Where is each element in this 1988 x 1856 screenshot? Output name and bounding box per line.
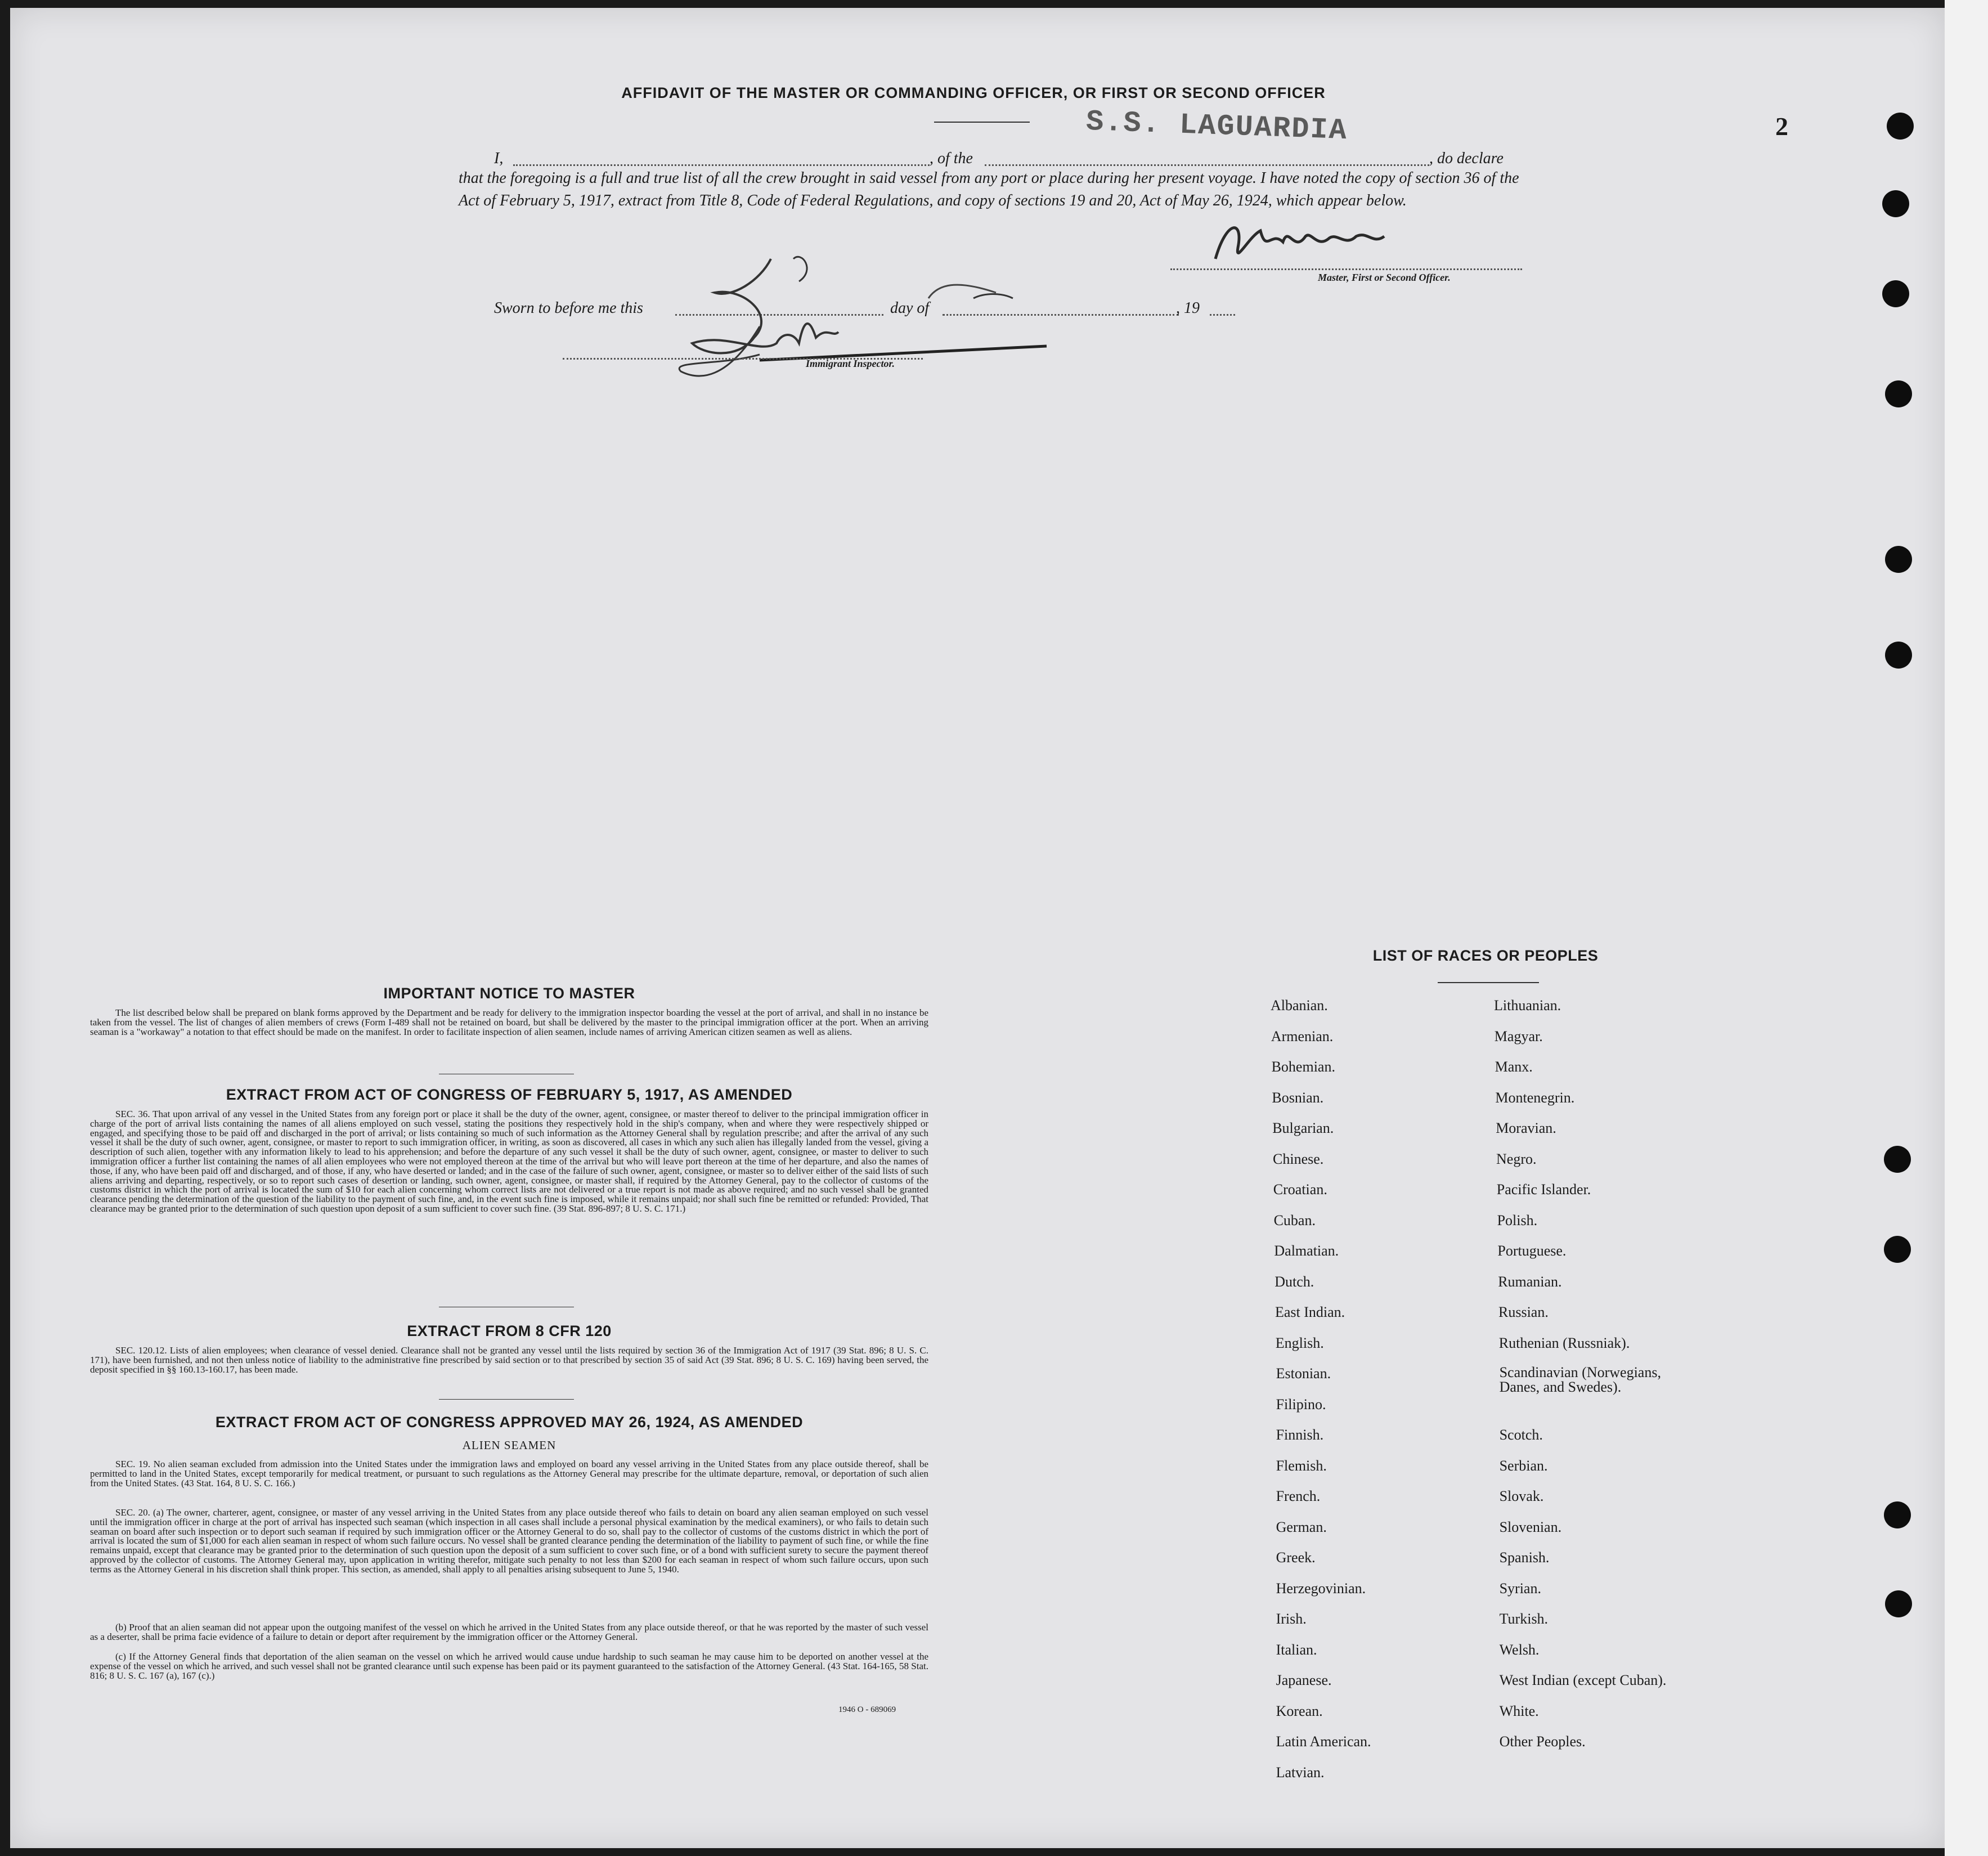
- race-item: Estonian.: [1276, 1365, 1331, 1382]
- race-item: Korean.: [1276, 1702, 1323, 1719]
- race-item: Japanese.: [1276, 1672, 1332, 1688]
- race-item: Polish.: [1497, 1212, 1538, 1229]
- race-item: Slovenian.: [1499, 1518, 1562, 1535]
- binder-hole: [1884, 1236, 1911, 1263]
- sec20a-body: SEC. 20. (a) The owner, charterer, agent, consignee, or master of any vessel arriving in the United States from any place outside thereof who fails to detain on board any alien seaman employed on such vessel until the immigration officer in charge at the port of arrival has inspected such seaman (which inspection in all cases shall include a personal physical examination by the medical examiners), or who fails to detain such seaman on board after such inspection or to deport such seaman if required by such immigration officer or the Attorney General to do so, shall pay to the collector of customs of the customs district in which the port of arrival is located the sum of $1,000 for each alien seaman in respect of whom such failure occurs. No vessel shall be granted clearance pending the determination of the liability to payment of such fine, or while the fine remains unpaid, except that clearance may be granted prior to the determination of such question upon the deposit of a sum sufficient to cover such fine, or of a bond with sufficient surety to secure the payment thereof approved by the collector of customs. The Attorney General may, upon application in writing therefor, mitigate such penalty to not less than $200 for each seaman in respect of whom such failure occurs, upon such terms as the Attorney General in his discretion shall think proper. This section, as amended, shall apply to all penalties arising subsequent to June 5, 1940.: [90, 1507, 928, 1575]
- race-item: Scotch.: [1499, 1427, 1543, 1443]
- race-item: Bosnian.: [1272, 1089, 1324, 1106]
- inspector-caption: Immigrant Inspector.: [806, 358, 895, 369]
- race-item: Irish.: [1276, 1611, 1307, 1627]
- page-number-mark: 2: [1775, 112, 1788, 141]
- race-item: Welsh.: [1499, 1641, 1540, 1658]
- race-item: Finnish.: [1276, 1427, 1324, 1443]
- race-item: Latvian.: [1276, 1764, 1325, 1781]
- race-item: Scandinavian (Norwegians, Danes, and Swedes).: [1499, 1364, 1661, 1395]
- year-blank: [1210, 314, 1235, 316]
- races-title-rule: [1438, 982, 1539, 983]
- race-item: Chinese.: [1273, 1150, 1324, 1167]
- print-code: 1946 O - 689069: [838, 1705, 896, 1714]
- race-item: Bulgarian.: [1272, 1120, 1334, 1136]
- master-signature: [1204, 214, 1429, 276]
- cfr-body: SEC. 120.12. Lists of alien employees; when clearance of vessel denied. Clearance shall not be granted any vessel until the lists required by section 36 of the Immigration Act of 1917 (39 Stat. 896; 8 U. S. C. 171), have been furnished, and not then unless notice of liability to the administrative fine prescribed by said section or to that prescribed by section 35 of said Act (39 Stat. 896; 8 U. S. C. 169) having been served, the deposit specified in §§ 160.13-160.17, has been made.: [90, 1345, 928, 1375]
- binder-hole: [1882, 190, 1909, 217]
- race-item: East Indian.: [1275, 1304, 1345, 1320]
- race-item: Bohemian.: [1271, 1059, 1335, 1075]
- race-item: Croatian.: [1273, 1181, 1327, 1198]
- cfr-title: EXTRACT FROM 8 CFR 120: [407, 1322, 612, 1339]
- race-item: Lithuanian.: [1494, 997, 1561, 1014]
- race-item: Dalmatian.: [1274, 1243, 1339, 1259]
- binder-hole: [1885, 1590, 1912, 1617]
- race-item: Albanian.: [1271, 997, 1328, 1014]
- name-blank: [513, 164, 930, 166]
- race-item: Portuguese.: [1497, 1243, 1567, 1259]
- binder-hole: [1887, 113, 1914, 140]
- race-item: Manx.: [1495, 1059, 1533, 1075]
- vessel-stamp: S.S. LAGUARDIA: [1085, 105, 1348, 148]
- declaration-i: I,: [494, 150, 504, 167]
- race-item: Ruthenian (Russniak).: [1498, 1334, 1630, 1351]
- binder-hole: [1885, 380, 1912, 407]
- sec19-body: SEC. 19. No alien seaman excluded from admission into the United States under the immigration laws and employed on board any vessel arriving in the United States from any place outside thereof, shall be permitted to land in the United States, except temporarily for medical treatment, or pursuant to such regulations as the Attorney General may prescribe for the ultimate departure, removal, or deportation of such alien from the United States. (43 Stat. 164, 8 U. S. C. 166.): [90, 1459, 928, 1489]
- race-item: Moravian.: [1496, 1120, 1556, 1136]
- affidavit-title: AFFIDAVIT OF THE MASTER OR COMMANDING OFFICER, OR FIRST OR SECOND OFFICER: [621, 84, 1326, 101]
- scan-margin: [1945, 0, 1988, 1856]
- title-rule: [934, 122, 1030, 123]
- races-title: LIST OF RACES OR PEOPLES: [1372, 947, 1599, 964]
- declaration-of-the: , of the: [930, 150, 973, 167]
- extract-1924-subtitle: ALIEN SEAMEN: [462, 1438, 557, 1452]
- inspector-signature: [647, 248, 1052, 394]
- race-item: Slovak.: [1499, 1488, 1544, 1504]
- race-item: Italian.: [1276, 1641, 1317, 1658]
- race-item: Herzegovinian.: [1276, 1580, 1366, 1597]
- race-item: Syrian.: [1499, 1580, 1541, 1597]
- notice-body: The list described below shall be prepared on blank forms approved by the Department and be ready for delivery to the immigration inspector boarding the vessel at the port of arrival, and shall in no instance be taken from the vessel. The list of changes of alien members of crews (Form I-489 shall not be retained on board, but shall be delivered by the master to the principal immigration officer at the port. When an arriving seaman is a "workaway" a notation to that effect should be made on the manifest. In order to facilitate inspection of alien seamen, include names of arriving American citizen seamen as well as aliens.: [90, 1007, 928, 1037]
- race-item: Latin American.: [1276, 1733, 1371, 1750]
- master-caption: Master, First or Second Officer.: [1318, 272, 1451, 283]
- race-item: Pacific Islander.: [1496, 1181, 1591, 1198]
- sworn-text: Sworn to before me this: [494, 299, 643, 317]
- master-signature-line: [1170, 268, 1522, 270]
- race-item: Greek.: [1276, 1549, 1316, 1566]
- race-item: Rumanian.: [1498, 1273, 1562, 1290]
- extract-1917-body: SEC. 36. That upon arrival of any vessel in the United States from any foreign port or place it shall be the duty of the owner, agent, consignee, or master thereof to deliver to the principal immigration officer in charge of the port of arrival lists containing the names of all aliens employed on such vessel, stating the positions they respectively hold in the ship's company, when and where they were respectively shipped or engaged, and specifying those to be paid off and discharged in the port of arrival; or lists containing so much of such information as the Attorney General shall by regulation prescribe; and after the arrival of any such vessel it shall be the duty of such owner, agent, consignee, or master to report to such immigration officer, in writing, as soon as discovered, all cases in which any such alien has illegally landed from the vessel, giving a description of such alien, together with any information likely to lead to his apprehension; and before the departure of any such vessel it shall be the duty of such owner, agent, consignee, or master to deliver to such immigration officer a further list containing the names of all alien employees who were not employed thereon at the time of the arrival but who will leave port thereon at the time of her departure, and also the names of those, if any, who have been paid off and discharged, and of those, if any, who have deserted or landed; and in the case of the failure of such owner, agent, consignee, or master so to deliver either of the said lists of such aliens arriving and departing, respectively, or so to report such cases of desertion or landing, such owner, agent, consignee, or master shall, if required by the Attorney General, pay to the collector of customs of the customs district in which the port of arrival is located the sum of $10 for each alien concerning whom correct lists are not delivered or a true report is not made as above required; and no such vessel shall be granted clearance pending the determination of the question of the liability to the payment of such fine, and, in the event such fine is imposed, while it remains unpaid; nor shall such fine be remitted or refunded: Provided, That clearance may be granted prior to the determination of such question upon deposit of a sum sufficient to cover such fine. (39 Stat. 896-897; 8 U. S. C. 171.): [90, 1109, 928, 1214]
- race-item: Other Peoples.: [1499, 1733, 1586, 1750]
- section-rule: [439, 1399, 574, 1400]
- race-item: White.: [1499, 1702, 1539, 1719]
- race-item: French.: [1276, 1488, 1321, 1504]
- year-text: , 19: [1176, 299, 1200, 317]
- race-item: Dutch.: [1275, 1273, 1314, 1290]
- day-of-text: day of: [890, 299, 930, 317]
- race-item: Serbian.: [1499, 1457, 1548, 1474]
- race-item: Cuban.: [1273, 1212, 1316, 1229]
- binder-hole: [1884, 1501, 1911, 1528]
- race-item: West Indian (except Cuban).: [1499, 1672, 1667, 1688]
- race-item: Filipino.: [1276, 1396, 1326, 1413]
- binder-hole: [1882, 280, 1909, 307]
- vessel-blank: [985, 164, 1429, 166]
- sec20c-body: (c) If the Attorney General finds that deportation of the alien seaman on the vessel on which he arrived would cause undue hardship to such seaman he may cause him to be deported on another vessel at the expense of the vessel on which he arrived, and such vessel shall not be granted clearance until such expense has been paid or its payment guaranteed to the satisfaction of the Attorney General. (43 Stat. 164-165, 58 Stat. 816; 8 U. S. C. 167 (a), 167 (c).): [90, 1651, 928, 1681]
- race-item: Flemish.: [1276, 1457, 1327, 1474]
- race-item: Russian.: [1498, 1304, 1549, 1320]
- extract-1917-title: EXTRACT FROM ACT OF CONGRESS OF FEBRUARY 5, 1917, AS AMENDED: [226, 1086, 793, 1103]
- binder-hole: [1885, 642, 1912, 669]
- race-item: Magyar.: [1494, 1028, 1543, 1044]
- extract-1924-title: EXTRACT FROM ACT OF CONGRESS APPROVED MAY 26, 1924, AS AMENDED: [215, 1414, 804, 1431]
- declaration-body: that the foregoing is a full and true list of all the crew brought in said vessel from any port or place during her present voyage. I have noted the copy of section 36 of the Act of February 5, 1917, extract from Title 8, Code of Federal Regulations, and copy of sections 19 and 20, Act of May 26, 1924, which appear below.: [459, 169, 1519, 209]
- race-item: Negro.: [1496, 1150, 1537, 1167]
- sec20b-body: (b) Proof that an alien seaman did not appear upon the outgoing manifest of the vessel on which he arrived in the United States from any place outside thereof, or that he was reported by the master of such vessel as a deserter, shall be prima facie evidence of a failure to detain or deport after requirement by the immigration officer or the Attorney General.: [90, 1622, 928, 1642]
- race-item: German.: [1276, 1518, 1327, 1535]
- race-item: Armenian.: [1271, 1028, 1334, 1044]
- race-item: Turkish.: [1499, 1611, 1549, 1627]
- declaration-do-declare: , do declare: [1429, 150, 1504, 167]
- binder-hole: [1884, 1146, 1911, 1173]
- binder-hole: [1885, 546, 1912, 573]
- race-item: Montenegrin.: [1495, 1089, 1575, 1106]
- race-item: English.: [1275, 1334, 1324, 1351]
- notice-title: IMPORTANT NOTICE TO MASTER: [383, 985, 635, 1002]
- race-item: Spanish.: [1499, 1549, 1550, 1566]
